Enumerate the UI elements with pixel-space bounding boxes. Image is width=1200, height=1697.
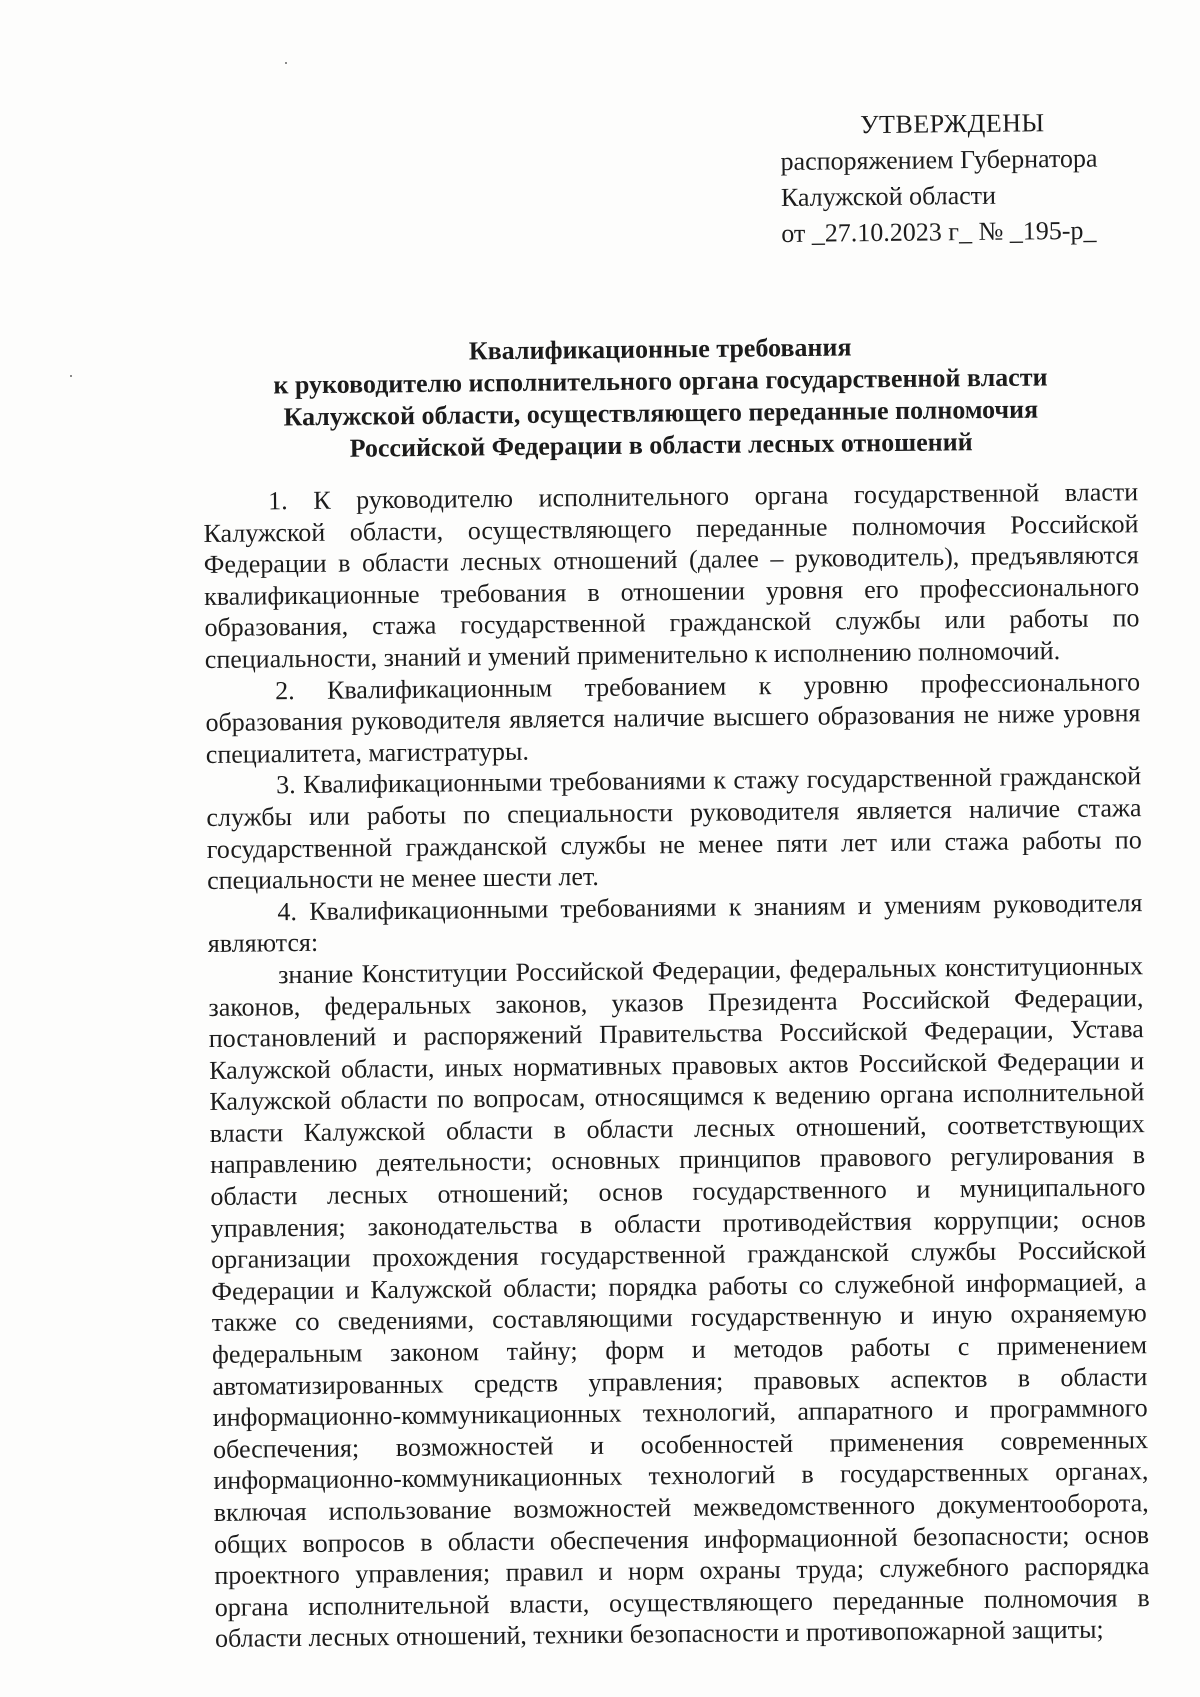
title-line: Квалификационные требования — [468, 332, 852, 366]
approval-line: Калужской области — [780, 180, 997, 212]
document-title — [230, 329, 1091, 466]
approval-line: распоряжением Губернатора — [780, 143, 1098, 176]
paragraph-4: 4. Квалификационными требованиями к знаниям и умениям руководителя являются: — [207, 887, 1143, 959]
title-line: Калужской области, осуществляющего переданные полномочия — [283, 394, 1039, 432]
scan-artifact — [70, 375, 72, 377]
scan-artifact — [285, 62, 287, 64]
paragraph-2: 2. Квалификационным требованием к уровню профессионального образования руководителя является наличие высшего образования не ниже уровня специалитета, магистратуры. — [205, 666, 1141, 769]
approval-heading: УТВЕРЖДЕНЫ — [860, 108, 1045, 140]
paragraph-1: 1. К руководителю исполнительного органа государственной власти Калужской области, осуществляющего переданные полномочия Российской Федерации в области лесных отношений (далее – руководитель), предъявляются квалификационные требования в отношении уровня его профессионального образования, стажа государственной гражданской службы или работы по специальности, знаний и умений применительно к исполнению полномочий. — [203, 477, 1140, 674]
paragraph-knowledge: знание Конституции Российской Федерации, федеральных конституционных законов, федеральных законов, указов Президента Российской Федерации, постановлений и распоряжений Правительства Российской Федерации, Устава Калужской области, иных нормативных правовых актов Российской Федерации и Калужской области по вопросам, относящимся к ведению органа исполнительной власти Калужской области в области лесных отношений, соответствующих направлению деятельности; основных принципов правового регулирования в области лесных отношений; основ государственного и муниципального управления; законодательства в области противодействия коррупции; основ организации прохождения государственной гражданской службы Российской Федерации и Калужской области; порядка работы со служебной информацией, а также со сведениями, составляющими государственную и иную охраняемую федеральным законом тайну; форм и методов работы с применением автоматизированных средств управления; правовых аспектов в области информационно-коммуникационных технологий, аппаратного и программного обеспечения; возможностей и особенностей применения современных информационно-коммуникационных технологий в государственных органах, включая использование возможностей межведомственного документооборота, общих вопросов в области обеспечения информационной безопасности; основ проектного управления; правил и норм охраны труда; служебного распорядка органа исполнительной власти, осуществляющего переданные полномочия в области лесных отношений, техники безопасности и противопожарной защиты; — [208, 951, 1150, 1654]
paragraph-3: 3. Квалификационными требованиями к стажу государственной гражданской службы или работы по специальности руководителя является наличие стажа государственной гражданской службы не менее пяти лет или стажа работы по специальности не менее шести лет. — [206, 761, 1142, 896]
title-line: Российской Федерации в области лесных отношений — [349, 427, 973, 463]
title-line: к руководителю исполнительного органа государственной власти — [273, 362, 1048, 400]
document-body — [203, 476, 1150, 1655]
approval-block — [780, 104, 1141, 252]
approval-date-number: от _27.10.2023 г_ № _195-р_ — [781, 215, 1097, 248]
